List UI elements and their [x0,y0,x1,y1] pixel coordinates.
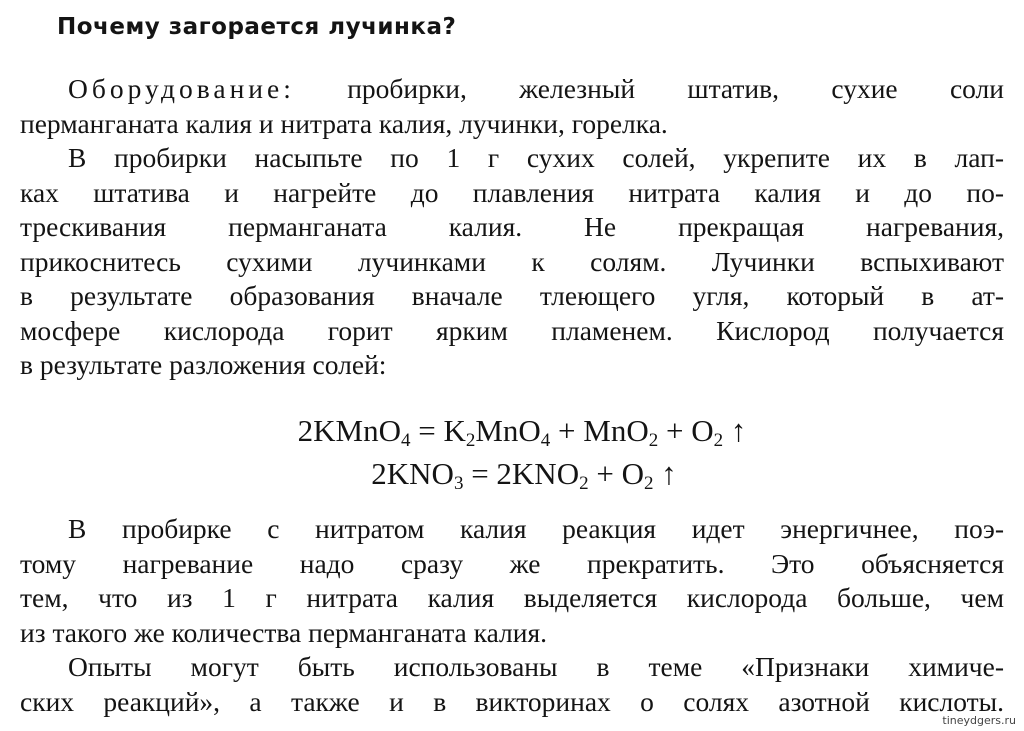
arrow-up-icon: ↑ [723,413,747,448]
arrow-up-icon: ↑ [653,456,677,491]
paragraph-line: тому нагревание надо сразу же прекратить. Это объясняется [20,547,1004,579]
paragraph-line: в результате образования вначале тлеющего угля, который в ат- [20,280,1004,311]
equipment-line-1 [20,72,1004,107]
watermark-text: tineydgers.ru [942,714,1016,727]
paragraph-line: ках штатива и нагрейте до плавления нитрата калия и до по- [20,176,1004,208]
paragraph-line: В пробирке с нитратом калия реакция идет энергичнее, поэ- [68,513,1004,544]
body-text-bottom [20,512,1004,719]
paragraph-line: В пробирки насыпьте по 1 г сухих солей, укрепите их в лап- [68,142,1004,173]
paragraph-line: трескивания перманганата калия. Не прекращая нагревания, [20,211,1004,242]
section-title: Почему загорается лучинка? [57,14,457,40]
paragraph-line: прикоснитесь сухими лучинками к солям. Лучинки вспыхивают [20,245,1004,277]
paragraph-line: из такого же количества перманганата калия. [20,616,547,648]
equation-kno3-decomposition: $2KNO_3 = 2KNO_2 + O_2$ ↑ [371,456,677,494]
paragraph-line: ских реакций», а также и в викторинах о солях азотной кислоты. [20,685,1004,717]
equation-kmno4-decomposition: 2KMnO$_4$ = $K_2MnO_4 + MnO_2 + O_2$ ↑ [297,413,747,451]
body-text-top [20,72,1004,383]
paragraph-line: в результате разложения солей: [20,349,387,380]
equipment-line-2: перманганата калия и нитрата калия, лучинки, горелка. [20,107,668,139]
equipment-list-start: пробирки, железный штатив, сухие соли [294,73,1004,104]
paragraph-line: мосфере кислорода горит ярким пламенем. Кислород получается [20,314,1004,346]
equipment-label: Оборудование: [68,73,295,104]
paragraph-line: Опыты могут быть использованы в теме «Признаки химиче- [68,651,1004,682]
paragraph-line: тем, что из 1 г нитрата калия выделяется кислорода больше, чем [20,582,1004,613]
